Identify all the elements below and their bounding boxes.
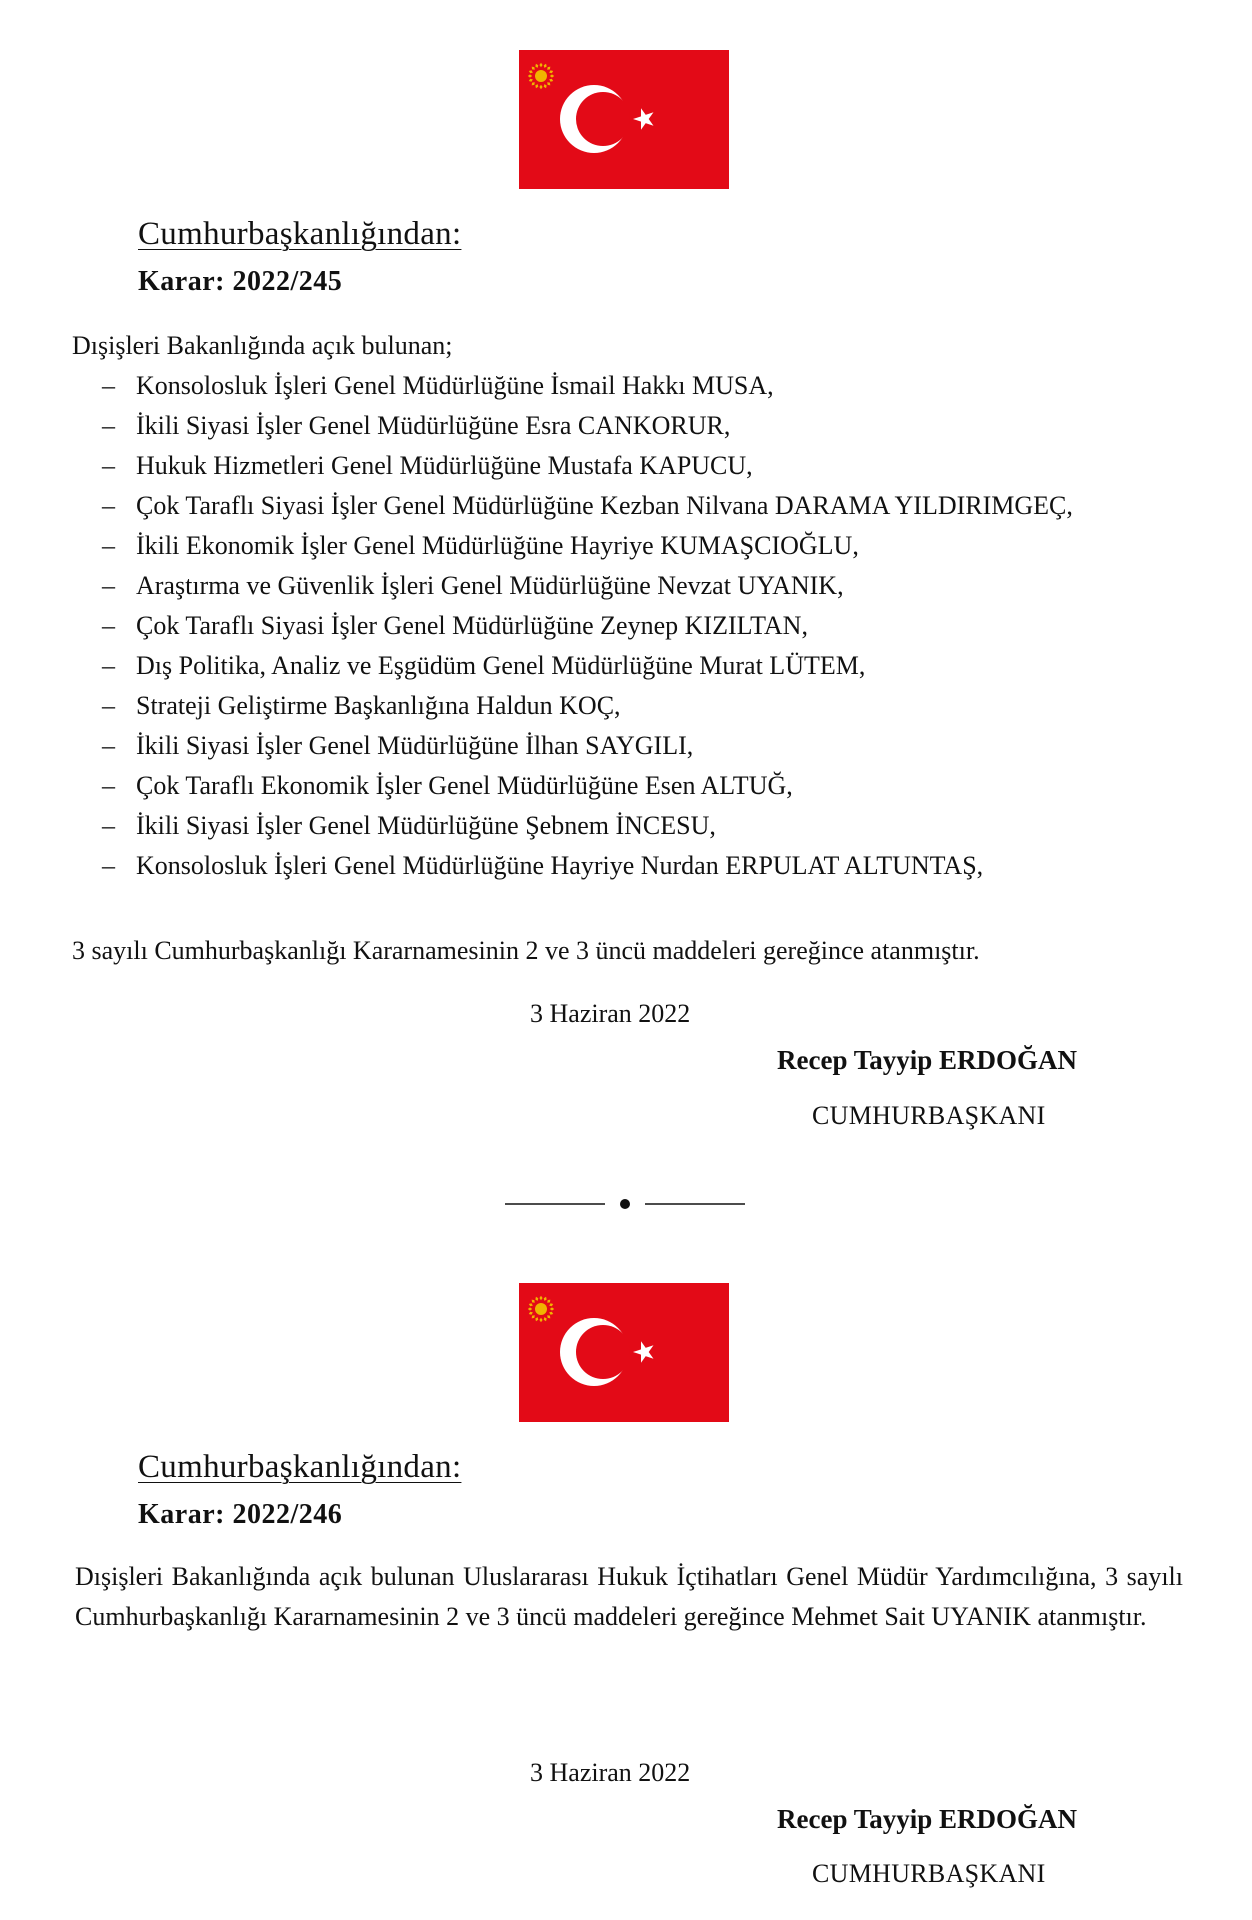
decision-intro: Dışişleri Bakanlığında açık bulunan; xyxy=(72,331,453,360)
list-item-text: İkili Siyasi İşler Genel Müdürlüğüne Şebnem İNCESU, xyxy=(136,811,716,840)
list-item-text: Konsolosluk İşleri Genel Müdürlüğüne Hayriye Nurdan ERPULAT ALTUNTAŞ, xyxy=(136,851,984,880)
dash-bullet-icon: – xyxy=(102,371,115,400)
dash-bullet-icon: – xyxy=(102,491,115,520)
list-item-text: Çok Taraflı Siyasi İşler Genel Müdürlüğüne Kezban Nilvana DARAMA YILDIRIMGEÇ, xyxy=(136,491,1073,520)
list-item-text: İkili Ekonomik İşler Genel Müdürlüğüne Hayriye KUMAŞCIOĞLU, xyxy=(136,531,859,560)
presidential-flag-icon xyxy=(519,50,729,189)
list-item xyxy=(72,690,1174,721)
signer-title: CUMHURBAŞKANI xyxy=(812,1859,1046,1888)
karar-label: Karar: xyxy=(138,1499,225,1530)
list-item xyxy=(72,770,1174,801)
decision-heading: Cumhurbaşkanlığından: xyxy=(138,1449,462,1485)
list-item-text: Dış Politika, Analiz ve Eşgüdüm Genel Müdürlüğüne Murat LÜTEM, xyxy=(136,651,866,680)
signer-name: Recep Tayyip ERDOĞAN xyxy=(777,1804,1078,1834)
dash-bullet-icon: – xyxy=(102,691,115,720)
list-item xyxy=(72,490,1174,521)
list-item xyxy=(72,410,1174,441)
list-item xyxy=(72,370,1174,401)
section-separator xyxy=(505,1192,745,1216)
list-item xyxy=(72,730,1174,761)
list-item xyxy=(72,530,1174,561)
list-item-text: Çok Taraflı Ekonomik İşler Genel Müdürlüğüne Esen ALTUĞ, xyxy=(136,771,793,800)
decision-heading: Cumhurbaşkanlığından: xyxy=(138,216,462,252)
list-item xyxy=(72,610,1174,641)
signer-title: CUMHURBAŞKANI xyxy=(812,1101,1046,1130)
dash-bullet-icon: – xyxy=(102,731,115,760)
karar-number: 2022/246 xyxy=(232,1499,343,1530)
decision-body: Dışişleri Bakanlığında açık bulunan Uluslararası Hukuk İçtihatları Genel Müdür Yardımcılığına, 3 sayılı Cumhurbaşkanlığı Kararnamesinin 2 ve 3 üncü maddeleri gereğince Mehmet Sait UYANIK atanmıştır. xyxy=(75,1562,1183,1631)
dash-bullet-icon: – xyxy=(102,851,115,880)
dash-bullet-icon: – xyxy=(102,651,115,680)
dash-bullet-icon: – xyxy=(102,451,115,480)
dash-bullet-icon: – xyxy=(102,811,115,840)
list-item-text: İkili Siyasi İşler Genel Müdürlüğüne Esra CANKORUR, xyxy=(136,411,731,440)
dash-bullet-icon: – xyxy=(102,531,115,560)
appointment-list xyxy=(72,370,1174,890)
dash-bullet-icon: – xyxy=(102,571,115,600)
crescent-star-icon xyxy=(519,50,729,189)
list-item xyxy=(72,650,1174,681)
list-item-text: İkili Siyasi İşler Genel Müdürlüğüne İlhan SAYGILI, xyxy=(136,731,694,760)
dash-bullet-icon: – xyxy=(102,771,115,800)
decision-number xyxy=(138,266,342,298)
decision-date: 3 Haziran 2022 xyxy=(530,999,691,1028)
list-item xyxy=(72,810,1174,841)
list-item-text: Çok Taraflı Siyasi İşler Genel Müdürlüğüne Zeynep KIZILTAN, xyxy=(136,611,808,640)
decision-number xyxy=(138,1499,342,1531)
dash-bullet-icon: – xyxy=(102,411,115,440)
karar-label: Karar: xyxy=(138,266,225,297)
list-item-text: Hukuk Hizmetleri Genel Müdürlüğüne Mustafa KAPUCU, xyxy=(136,451,753,480)
crescent-star-icon xyxy=(519,1283,729,1422)
list-item xyxy=(72,570,1174,601)
signer-name: Recep Tayyip ERDOĞAN xyxy=(777,1045,1078,1075)
presidential-flag-icon xyxy=(519,1283,729,1422)
list-item-text: Araştırma ve Güvenlik İşleri Genel Müdürlüğüne Nevzat UYANIK, xyxy=(136,571,844,600)
decision-date: 3 Haziran 2022 xyxy=(530,1758,691,1787)
decision-closing: 3 sayılı Cumhurbaşkanlığı Kararnamesinin 2 ve 3 üncü maddeleri gereğince atanmıştır. xyxy=(72,936,980,965)
dash-bullet-icon: – xyxy=(102,611,115,640)
list-item-text: Strateji Geliştirme Başkanlığına Haldun KOÇ, xyxy=(136,691,621,720)
list-item xyxy=(72,450,1174,481)
list-item xyxy=(72,850,1174,881)
karar-number: 2022/245 xyxy=(232,266,343,297)
list-item-text: Konsolosluk İşleri Genel Müdürlüğüne İsmail Hakkı MUSA, xyxy=(136,371,774,400)
